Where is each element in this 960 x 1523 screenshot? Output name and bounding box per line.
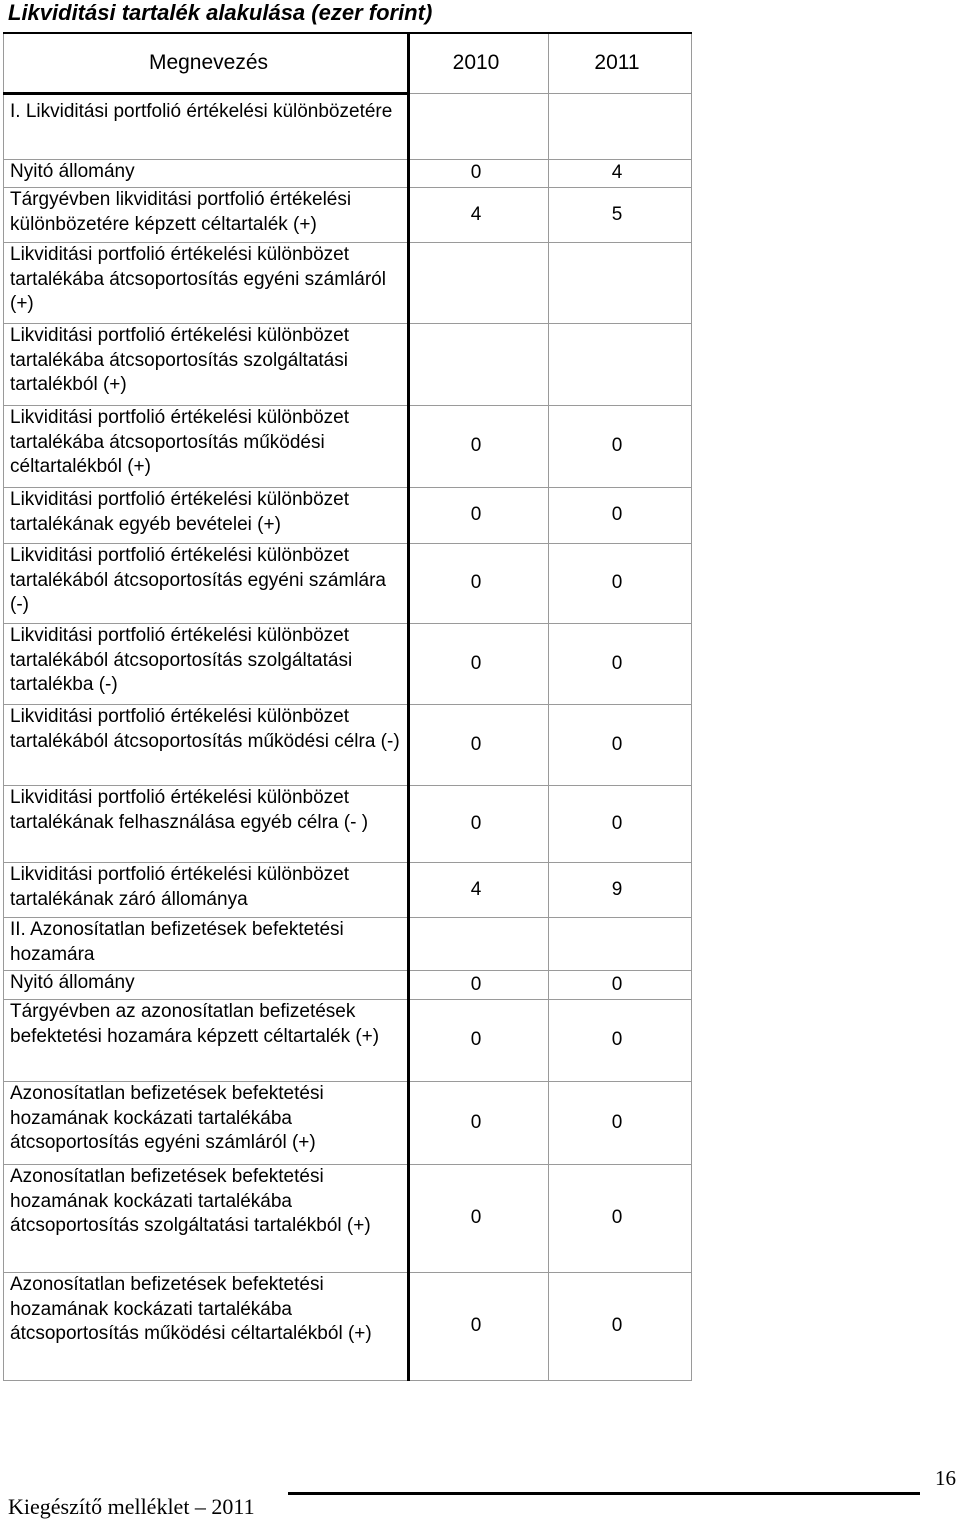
page-number: 16 [935,1466,956,1490]
row-value-2011: 0 [549,786,692,863]
row-value-2011 [549,918,692,971]
row-label: Nyitó állomány [4,971,409,1000]
row-label: Likviditási portfolió értékelési különbözet tartalékába átcsoportosítás szolgáltatási tartalékból (+) [4,324,409,406]
row-value-2011: 9 [549,863,692,918]
row-value-2011: 5 [549,188,692,243]
row-label: Azonosítatlan befizetések befektetési hozamának kockázati tartalékába átcsoportosítás szolgáltatási tartalékból (+) [4,1165,409,1273]
table-row [4,488,692,544]
row-value-2011: 0 [549,1273,692,1381]
row-value-2010: 0 [409,1273,549,1381]
row-value-2010: 0 [409,971,549,1000]
row-value-2010: 0 [409,544,549,624]
page-title: Likviditási tartalék alakulása (ezer forint) [8,0,433,25]
row-value-2011 [549,324,692,406]
table-row [4,705,692,786]
row-value-2010: 0 [409,1165,549,1273]
table-row [4,324,692,406]
footer-rule [288,1492,920,1495]
row-label: I. Likviditási portfolió értékelési különbözetére [4,94,409,160]
row-value-2011: 0 [549,1000,692,1082]
row-value-2011: 0 [549,544,692,624]
table-row [4,160,692,188]
row-value-2010: 0 [409,624,549,705]
row-value-2011: 0 [549,1165,692,1273]
row-label: Likviditási portfolió értékelési különbözet tartalékának egyéb bevételei (+) [4,488,409,544]
table-row [4,863,692,918]
row-value-2010: 0 [409,1082,549,1165]
row-label: Likviditási portfolió értékelési különbözet tartalékának záró állománya [4,863,409,918]
row-label: Likviditási portfolió értékelési különbözet tartalékának felhasználása egyéb célra (- ) [4,786,409,863]
header-name: Megnevezés [4,33,409,94]
row-value-2011 [549,94,692,160]
row-value-2010 [409,918,549,971]
row-label: Azonosítatlan befizetések befektetési hozamának kockázati tartalékába átcsoportosítás működési céltartalékból (+) [4,1273,409,1381]
row-value-2010 [409,324,549,406]
row-value-2011: 0 [549,1082,692,1165]
table-row [4,1165,692,1273]
row-value-2010 [409,94,549,160]
table-row [4,243,692,324]
row-value-2011 [549,243,692,324]
row-label: Likviditási portfolió értékelési különbözet tartalékába átcsoportosítás egyéni számláról (+) [4,243,409,324]
table-row [4,188,692,243]
row-label: Nyitó állomány [4,160,409,188]
row-value-2010: 0 [409,1000,549,1082]
header-year-2010: 2010 [409,33,549,94]
table-row [4,94,692,160]
row-value-2011: 0 [549,406,692,488]
row-value-2010: 4 [409,188,549,243]
row-label: Likviditási portfolió értékelési különbözet tartalékába átcsoportosítás működési céltartalékból (+) [4,406,409,488]
table-row [4,786,692,863]
row-value-2010 [409,243,549,324]
table-row [4,1273,692,1381]
table-row [4,1000,692,1082]
liquidity-reserve-table [3,32,692,1381]
table-row [4,544,692,624]
table-row [4,1082,692,1165]
row-label: Likviditási portfolió értékelési különbözet tartalékából átcsoportosítás egyéni számlára (-) [4,544,409,624]
row-value-2011: 0 [549,971,692,1000]
row-value-2011: 4 [549,160,692,188]
row-label: Likviditási portfolió értékelési különbözet tartalékából átcsoportosítás szolgáltatási tartalékba (-) [4,624,409,705]
row-value-2011: 0 [549,488,692,544]
table-header-row [4,33,692,94]
table-row [4,624,692,705]
row-label: Tárgyévben likviditási portfolió értékelési különbözetére képzett céltartalék (+) [4,188,409,243]
row-value-2010: 0 [409,406,549,488]
row-value-2010: 4 [409,863,549,918]
row-value-2011: 0 [549,705,692,786]
table-row [4,971,692,1000]
row-value-2011: 0 [549,624,692,705]
footer-text: Kiegészítő melléklet – 2011 [8,1494,255,1519]
row-label: Likviditási portfolió értékelési különbözet tartalékából átcsoportosítás működési célra (-) [4,705,409,786]
row-label: Tárgyévben az azonosítatlan befizetések befektetési hozamára képzett céltartalék (+) [4,1000,409,1082]
table-row [4,918,692,971]
header-year-2011: 2011 [549,33,692,94]
table-row [4,406,692,488]
row-value-2010: 0 [409,705,549,786]
row-label: Azonosítatlan befizetések befektetési hozamának kockázati tartalékába átcsoportosítás egyéni számláról (+) [4,1082,409,1165]
row-value-2010: 0 [409,488,549,544]
row-value-2010: 0 [409,160,549,188]
row-value-2010: 0 [409,786,549,863]
row-label: II. Azonosítatlan befizetések befektetési hozamára [4,918,409,971]
